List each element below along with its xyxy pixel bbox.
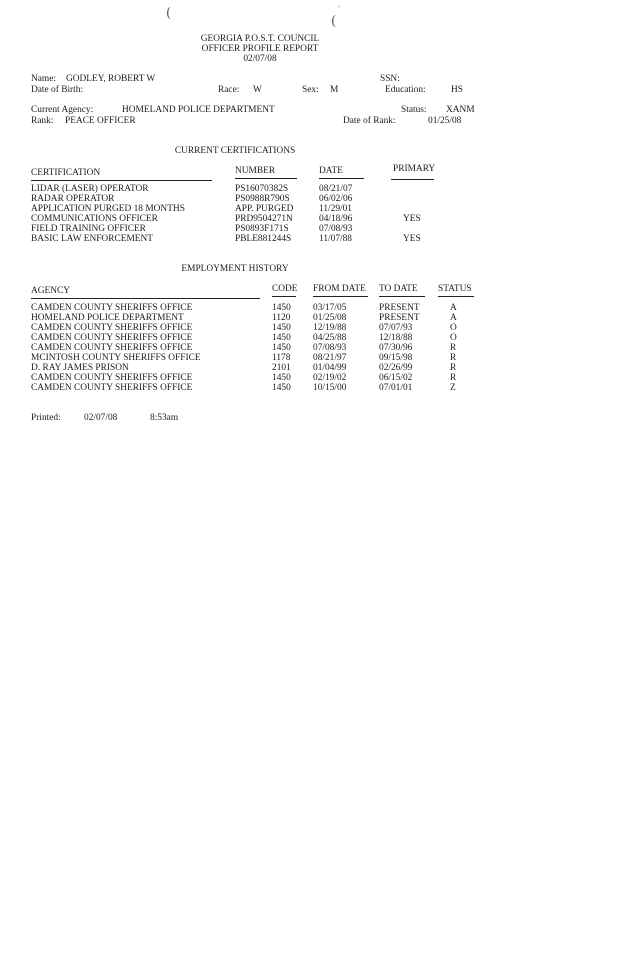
emp-to: PRESENT [379, 313, 420, 323]
agency-label: Current Agency: [31, 105, 94, 115]
cert-date: 08/21/07 [319, 184, 353, 194]
cert-name: RADAR OPERATOR [31, 194, 115, 204]
scan-mark: ' [338, 5, 340, 13]
emp-col-underline [313, 296, 368, 297]
cert-col-underline [235, 178, 297, 179]
emp-col-underline [379, 296, 425, 297]
cert-col-date: DATE [319, 166, 343, 176]
emp-to: 09/15/98 [379, 353, 413, 363]
emp-col-underline [31, 298, 260, 299]
cert-date: 06/02/06 [319, 194, 353, 204]
cert-date: 11/07/88 [319, 234, 352, 244]
emp-status: R [450, 373, 457, 383]
cert-number: PRD9504271N [235, 214, 293, 224]
emp-status: O [450, 323, 457, 333]
cert-name: LIDAR (LASER) OPERATOR [31, 184, 149, 194]
cert-number: PS0988R790S [235, 194, 290, 204]
rank-date-label: Date of Rank: [343, 116, 396, 126]
emp-col-underline [438, 296, 474, 297]
cert-name: COMMUNICATIONS OFFICER [31, 214, 158, 224]
emp-to: 02/26/99 [379, 363, 413, 373]
emp-agency: CAMDEN COUNTY SHERIFFS OFFICE [31, 383, 193, 393]
emp-from: 07/08/93 [313, 343, 347, 353]
emp-from: 01/04/99 [313, 363, 347, 373]
emp-from: 12/19/88 [313, 323, 347, 333]
rank-value: PEACE OFFICER [65, 116, 136, 126]
education-value: HS [451, 85, 463, 95]
dob-label: Date of Birth: [31, 85, 84, 95]
emp-from: 10/15/00 [313, 383, 347, 393]
employment-title: EMPLOYMENT HISTORY [181, 264, 289, 274]
name-label: Name: [31, 74, 56, 84]
printed-time: 8:53am [150, 413, 179, 423]
emp-code: 1120 [272, 313, 291, 323]
emp-code: 1450 [272, 303, 291, 313]
scan-mark: ( [331, 14, 337, 29]
emp-col-to: TO DATE [379, 284, 418, 294]
emp-col-underline [272, 296, 296, 297]
emp-agency: CAMDEN COUNTY SHERIFFS OFFICE [31, 323, 193, 333]
cert-date: 07/08/93 [319, 224, 353, 234]
emp-agency: CAMDEN COUNTY SHERIFFS OFFICE [31, 333, 193, 343]
agency-value: HOMELAND POLICE DEPARTMENT [122, 105, 275, 115]
emp-agency: D. RAY JAMES PRISON [31, 363, 129, 373]
cert-name: APPLICATION PURGED 18 MONTHS [31, 204, 185, 214]
race-value: W [253, 85, 262, 95]
rank-date-value: 01/25/08 [428, 116, 462, 126]
cert-date: 11/29/01 [319, 204, 352, 214]
cert-name: FIELD TRAINING OFFICER [31, 224, 146, 234]
emp-from: 04/25/88 [313, 333, 347, 343]
cert-col-number: NUMBER [235, 166, 276, 176]
emp-status: R [450, 353, 457, 363]
emp-code: 1178 [272, 353, 291, 363]
emp-code: 1450 [272, 323, 291, 333]
emp-code: 1450 [272, 373, 291, 383]
cert-date: 04/18/96 [319, 214, 353, 224]
name-value: GODLEY, ROBERT W [66, 74, 156, 84]
cert-number: PS16070382S [235, 184, 289, 194]
printed-label: Printed: [31, 413, 61, 423]
emp-code: 1450 [272, 333, 291, 343]
status-value: XANM [446, 105, 475, 115]
emp-col-agency: AGENCY [31, 286, 71, 296]
emp-to: 07/30/96 [379, 343, 413, 353]
report-title: OFFICER PROFILE REPORT [201, 44, 319, 54]
emp-status: A [450, 313, 457, 323]
rank-label: Rank: [31, 116, 54, 126]
emp-to: 06/15/02 [379, 373, 413, 383]
council-name: GEORGIA P.O.S.T. COUNCIL [200, 34, 320, 44]
emp-to: 07/01/01 [379, 383, 413, 393]
emp-code: 2101 [272, 363, 291, 373]
certifications-title: CURRENT CERTIFICATIONS [174, 146, 296, 156]
emp-col-status: STATUS [438, 284, 472, 294]
cert-primary: YES [403, 214, 421, 224]
sex-value: M [330, 85, 339, 95]
emp-code: 1450 [272, 383, 291, 393]
emp-from: 01/25/08 [313, 313, 347, 323]
emp-from: 08/21/97 [313, 353, 347, 363]
ssn-label: SSN: [380, 74, 400, 84]
cert-primary: YES [403, 234, 421, 244]
emp-status: R [450, 343, 457, 353]
cert-number: APP. PURGED [235, 204, 294, 214]
emp-to: PRESENT [379, 303, 420, 313]
sex-label: Sex: [302, 85, 319, 95]
emp-to: 12/18/88 [379, 333, 413, 343]
cert-number: PS0893F171S [235, 224, 289, 234]
emp-agency: CAMDEN COUNTY SHERIFFS OFFICE [31, 343, 193, 353]
report-date: 02/07/08 [243, 54, 277, 64]
cert-col-primary: PRIMARY [393, 164, 436, 174]
emp-status: Z [450, 383, 456, 393]
emp-col-from: FROM DATE [313, 284, 366, 294]
emp-agency: CAMDEN COUNTY SHERIFFS OFFICE [31, 373, 193, 383]
race-label: Race: [218, 85, 240, 95]
emp-status: R [450, 363, 457, 373]
emp-status: O [450, 333, 457, 343]
emp-agency: HOMELAND POLICE DEPARTMENT [31, 313, 184, 323]
cert-col-certification: CERTIFICATION [31, 168, 101, 178]
emp-from: 02/19/02 [313, 373, 347, 383]
cert-number: PBLE881244S [235, 234, 292, 244]
emp-status: A [450, 303, 457, 313]
scan-mark: ( [166, 6, 172, 21]
emp-col-code: CODE [272, 284, 298, 294]
cert-col-underline [319, 178, 364, 179]
emp-from: 03/17/05 [313, 303, 347, 313]
cert-name: BASIC LAW ENFORCEMENT [31, 234, 153, 244]
printed-date: 02/07/08 [84, 413, 118, 423]
education-label: Education: [385, 85, 426, 95]
cert-col-underline [31, 180, 212, 181]
emp-agency: MCINTOSH COUNTY SHERIFFS OFFICE [31, 353, 201, 363]
cert-col-underline [391, 179, 434, 180]
emp-to: 07/07/93 [379, 323, 413, 333]
status-label: Status: [401, 105, 427, 115]
emp-code: 1450 [272, 343, 291, 353]
emp-agency: CAMDEN COUNTY SHERIFFS OFFICE [31, 303, 193, 313]
